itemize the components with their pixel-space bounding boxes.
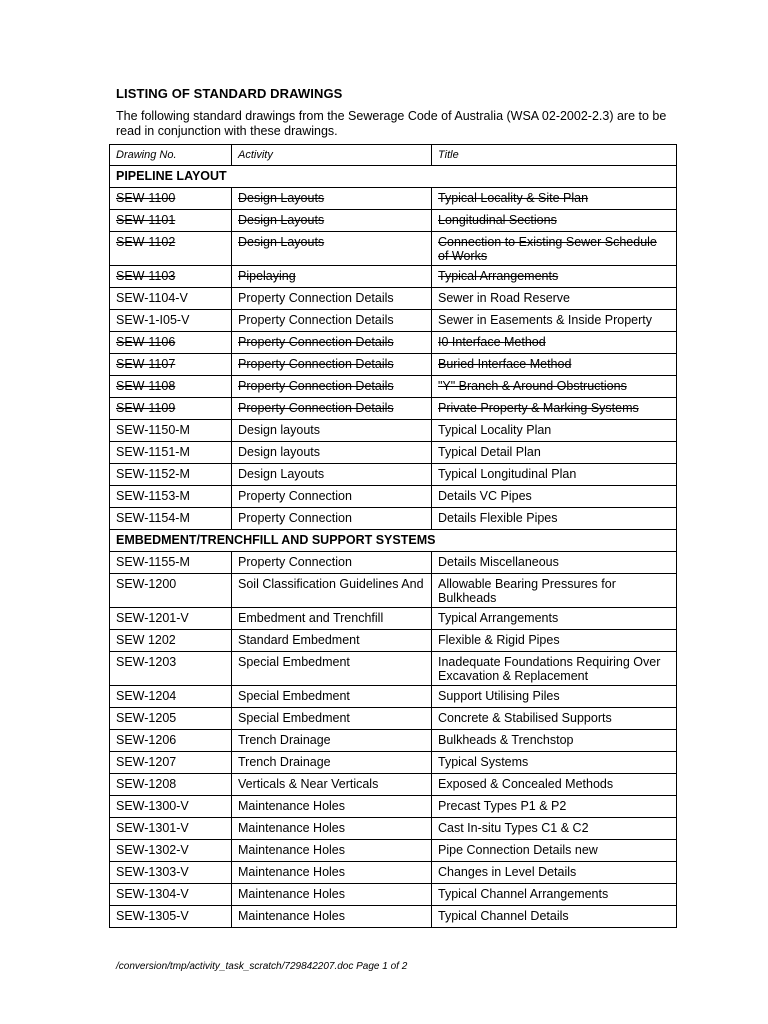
column-header-drawing-no: Drawing No. — [110, 145, 232, 166]
cell-activity: Maintenance Holes — [232, 884, 432, 906]
cell-title: Connection to Existing Sewer Schedule of Works — [432, 232, 677, 266]
cell-activity: Verticals & Near Verticals — [232, 774, 432, 796]
table-row — [110, 862, 677, 884]
cell-drawing-no: SEW-1205 — [110, 708, 232, 730]
cell-activity: Special Embedment — [232, 708, 432, 730]
cell-drawing-no: SEW-1204 — [110, 686, 232, 708]
cell-drawing-no: SEW-1103 — [110, 266, 232, 288]
table-row — [110, 310, 677, 332]
cell-title: Typical Channel Arrangements — [432, 884, 677, 906]
table-row — [110, 266, 677, 288]
cell-title: Typical Locality Plan — [432, 420, 677, 442]
cell-drawing-no: SEW-1302-V — [110, 840, 232, 862]
cell-activity: Property Connection Details — [232, 288, 432, 310]
cell-title: Sewer in Road Reserve — [432, 288, 677, 310]
cell-drawing-no: SEW-1109 — [110, 398, 232, 420]
section-heading: EMBEDMENT/TRENCHFILL AND SUPPORT SYSTEMS — [110, 530, 677, 552]
cell-drawing-no: SEW-1200 — [110, 574, 232, 608]
table-row — [110, 376, 677, 398]
cell-drawing-no: SEW-1153-M — [110, 486, 232, 508]
cell-title: Typical Systems — [432, 752, 677, 774]
cell-title: Sewer in Easements & Inside Property — [432, 310, 677, 332]
cell-drawing-no: SEW 1202 — [110, 630, 232, 652]
cell-drawing-no: SEW-1107 — [110, 354, 232, 376]
cell-drawing-no: SEW-1150-M — [110, 420, 232, 442]
cell-title: Bulkheads & Trenchstop — [432, 730, 677, 752]
cell-title: Exposed & Concealed Methods — [432, 774, 677, 796]
cell-activity: Trench Drainage — [232, 752, 432, 774]
cell-title: Changes in Level Details — [432, 862, 677, 884]
table-row — [110, 630, 677, 652]
cell-title: Concrete & Stabilised Supports — [432, 708, 677, 730]
cell-title: Typical Arrangements — [432, 266, 677, 288]
cell-title: Flexible & Rigid Pipes — [432, 630, 677, 652]
cell-activity: Trench Drainage — [232, 730, 432, 752]
cell-activity: Design Layouts — [232, 210, 432, 232]
table-row — [110, 288, 677, 310]
cell-drawing-no: SEW-1303-V — [110, 862, 232, 884]
table-row — [110, 464, 677, 486]
cell-title: Longitudinal Sections — [432, 210, 677, 232]
cell-activity: Property Connection — [232, 486, 432, 508]
table-row — [110, 188, 677, 210]
cell-activity: Standard Embedment — [232, 630, 432, 652]
cell-title: Cast In-situ Types C1 & C2 — [432, 818, 677, 840]
cell-activity: Property Connection Details — [232, 310, 432, 332]
table-header-row — [110, 145, 677, 166]
table-row — [110, 730, 677, 752]
cell-drawing-no: SEW-1300-V — [110, 796, 232, 818]
cell-activity: Property Connection — [232, 552, 432, 574]
cell-title: Support Utilising Piles — [432, 686, 677, 708]
cell-title: Allowable Bearing Pressures for Bulkheads — [432, 574, 677, 608]
cell-activity: Soil Classification Guidelines And — [232, 574, 432, 608]
cell-drawing-no: SEW-1102 — [110, 232, 232, 266]
cell-title: Typical Longitudinal Plan — [432, 464, 677, 486]
cell-drawing-no: SEW-1151-M — [110, 442, 232, 464]
column-header-title: Title — [432, 145, 677, 166]
cell-activity: Maintenance Holes — [232, 862, 432, 884]
column-header-activity: Activity — [232, 145, 432, 166]
cell-title: Details Miscellaneous — [432, 552, 677, 574]
table-row — [110, 608, 677, 630]
cell-activity: Design Layouts — [232, 188, 432, 210]
cell-activity: Pipelaying — [232, 266, 432, 288]
cell-activity: Property Connection — [232, 508, 432, 530]
cell-title: "Y" Branch & Around Obstructions — [432, 376, 677, 398]
section-heading-row — [110, 530, 677, 552]
cell-drawing-no: SEW-1206 — [110, 730, 232, 752]
cell-drawing-no: SEW-1201-V — [110, 608, 232, 630]
cell-activity: Maintenance Holes — [232, 840, 432, 862]
table-row — [110, 708, 677, 730]
table-row — [110, 796, 677, 818]
table-row — [110, 884, 677, 906]
cell-drawing-no: SEW-1100 — [110, 188, 232, 210]
table-row — [110, 652, 677, 686]
cell-title: Typical Detail Plan — [432, 442, 677, 464]
table-row — [110, 552, 677, 574]
cell-activity: Property Connection Details — [232, 354, 432, 376]
page-title: LISTING OF STANDARD DRAWINGS — [116, 86, 343, 101]
table-row — [110, 774, 677, 796]
cell-activity: Maintenance Holes — [232, 906, 432, 928]
cell-activity: Design Layouts — [232, 232, 432, 266]
cell-title: Typical Channel Details — [432, 906, 677, 928]
cell-title: Details VC Pipes — [432, 486, 677, 508]
cell-drawing-no: SEW-1106 — [110, 332, 232, 354]
table-row — [110, 818, 677, 840]
cell-drawing-no: SEW-1304-V — [110, 884, 232, 906]
cell-activity: Special Embedment — [232, 686, 432, 708]
cell-activity: Design Layouts — [232, 464, 432, 486]
cell-drawing-no: SEW-1-I05-V — [110, 310, 232, 332]
table-row — [110, 840, 677, 862]
cell-activity: Maintenance Holes — [232, 818, 432, 840]
section-heading: PIPELINE LAYOUT — [110, 166, 677, 188]
cell-activity: Property Connection Details — [232, 376, 432, 398]
cell-drawing-no: SEW-1152-M — [110, 464, 232, 486]
cell-title: Typical Arrangements — [432, 608, 677, 630]
table-row — [110, 486, 677, 508]
cell-drawing-no: SEW-1301-V — [110, 818, 232, 840]
cell-activity: Maintenance Holes — [232, 796, 432, 818]
cell-activity: Property Connection Details — [232, 398, 432, 420]
cell-drawing-no: SEW-1208 — [110, 774, 232, 796]
cell-activity: Special Embedment — [232, 652, 432, 686]
table-body — [110, 166, 677, 928]
page-footer: /conversion/tmp/activity_task_scratch/729842207.doc Page 1 of 2 — [116, 961, 408, 972]
cell-drawing-no: SEW-1154-M — [110, 508, 232, 530]
table-row — [110, 398, 677, 420]
cell-title: Buried Interface Method — [432, 354, 677, 376]
table-row — [110, 442, 677, 464]
cell-title: Precast Types P1 & P2 — [432, 796, 677, 818]
section-heading-row — [110, 166, 677, 188]
cell-title: Typical Locality & Site Plan — [432, 188, 677, 210]
cell-title: Details Flexible Pipes — [432, 508, 677, 530]
cell-drawing-no: SEW-1305-V — [110, 906, 232, 928]
table-row — [110, 508, 677, 530]
table-row — [110, 752, 677, 774]
cell-activity: Embedment and Trenchfill — [232, 608, 432, 630]
table-row — [110, 906, 677, 928]
cell-drawing-no: SEW-1101 — [110, 210, 232, 232]
cell-drawing-no: SEW-1203 — [110, 652, 232, 686]
table-row — [110, 232, 677, 266]
cell-activity: Design layouts — [232, 420, 432, 442]
intro-paragraph: The following standard drawings from the Sewerage Code of Australia (WSA 02-2002-2.3) are to be read in conjunction with these drawings. — [116, 109, 667, 138]
table-row — [110, 332, 677, 354]
cell-drawing-no: SEW-1104-V — [110, 288, 232, 310]
table-row — [110, 686, 677, 708]
table-row — [110, 420, 677, 442]
table-row — [110, 574, 677, 608]
cell-drawing-no: SEW-1108 — [110, 376, 232, 398]
cell-title: I0 Interface Method — [432, 332, 677, 354]
cell-drawing-no: SEW-1155-M — [110, 552, 232, 574]
table-row — [110, 354, 677, 376]
cell-title: Private Property & Marking Systems — [432, 398, 677, 420]
cell-drawing-no: SEW-1207 — [110, 752, 232, 774]
drawings-table — [109, 144, 677, 928]
table-row — [110, 210, 677, 232]
cell-activity: Property Connection Details — [232, 332, 432, 354]
cell-title: Inadequate Foundations Requiring Over Excavation & Replacement — [432, 652, 677, 686]
cell-activity: Design layouts — [232, 442, 432, 464]
cell-title: Pipe Connection Details new — [432, 840, 677, 862]
